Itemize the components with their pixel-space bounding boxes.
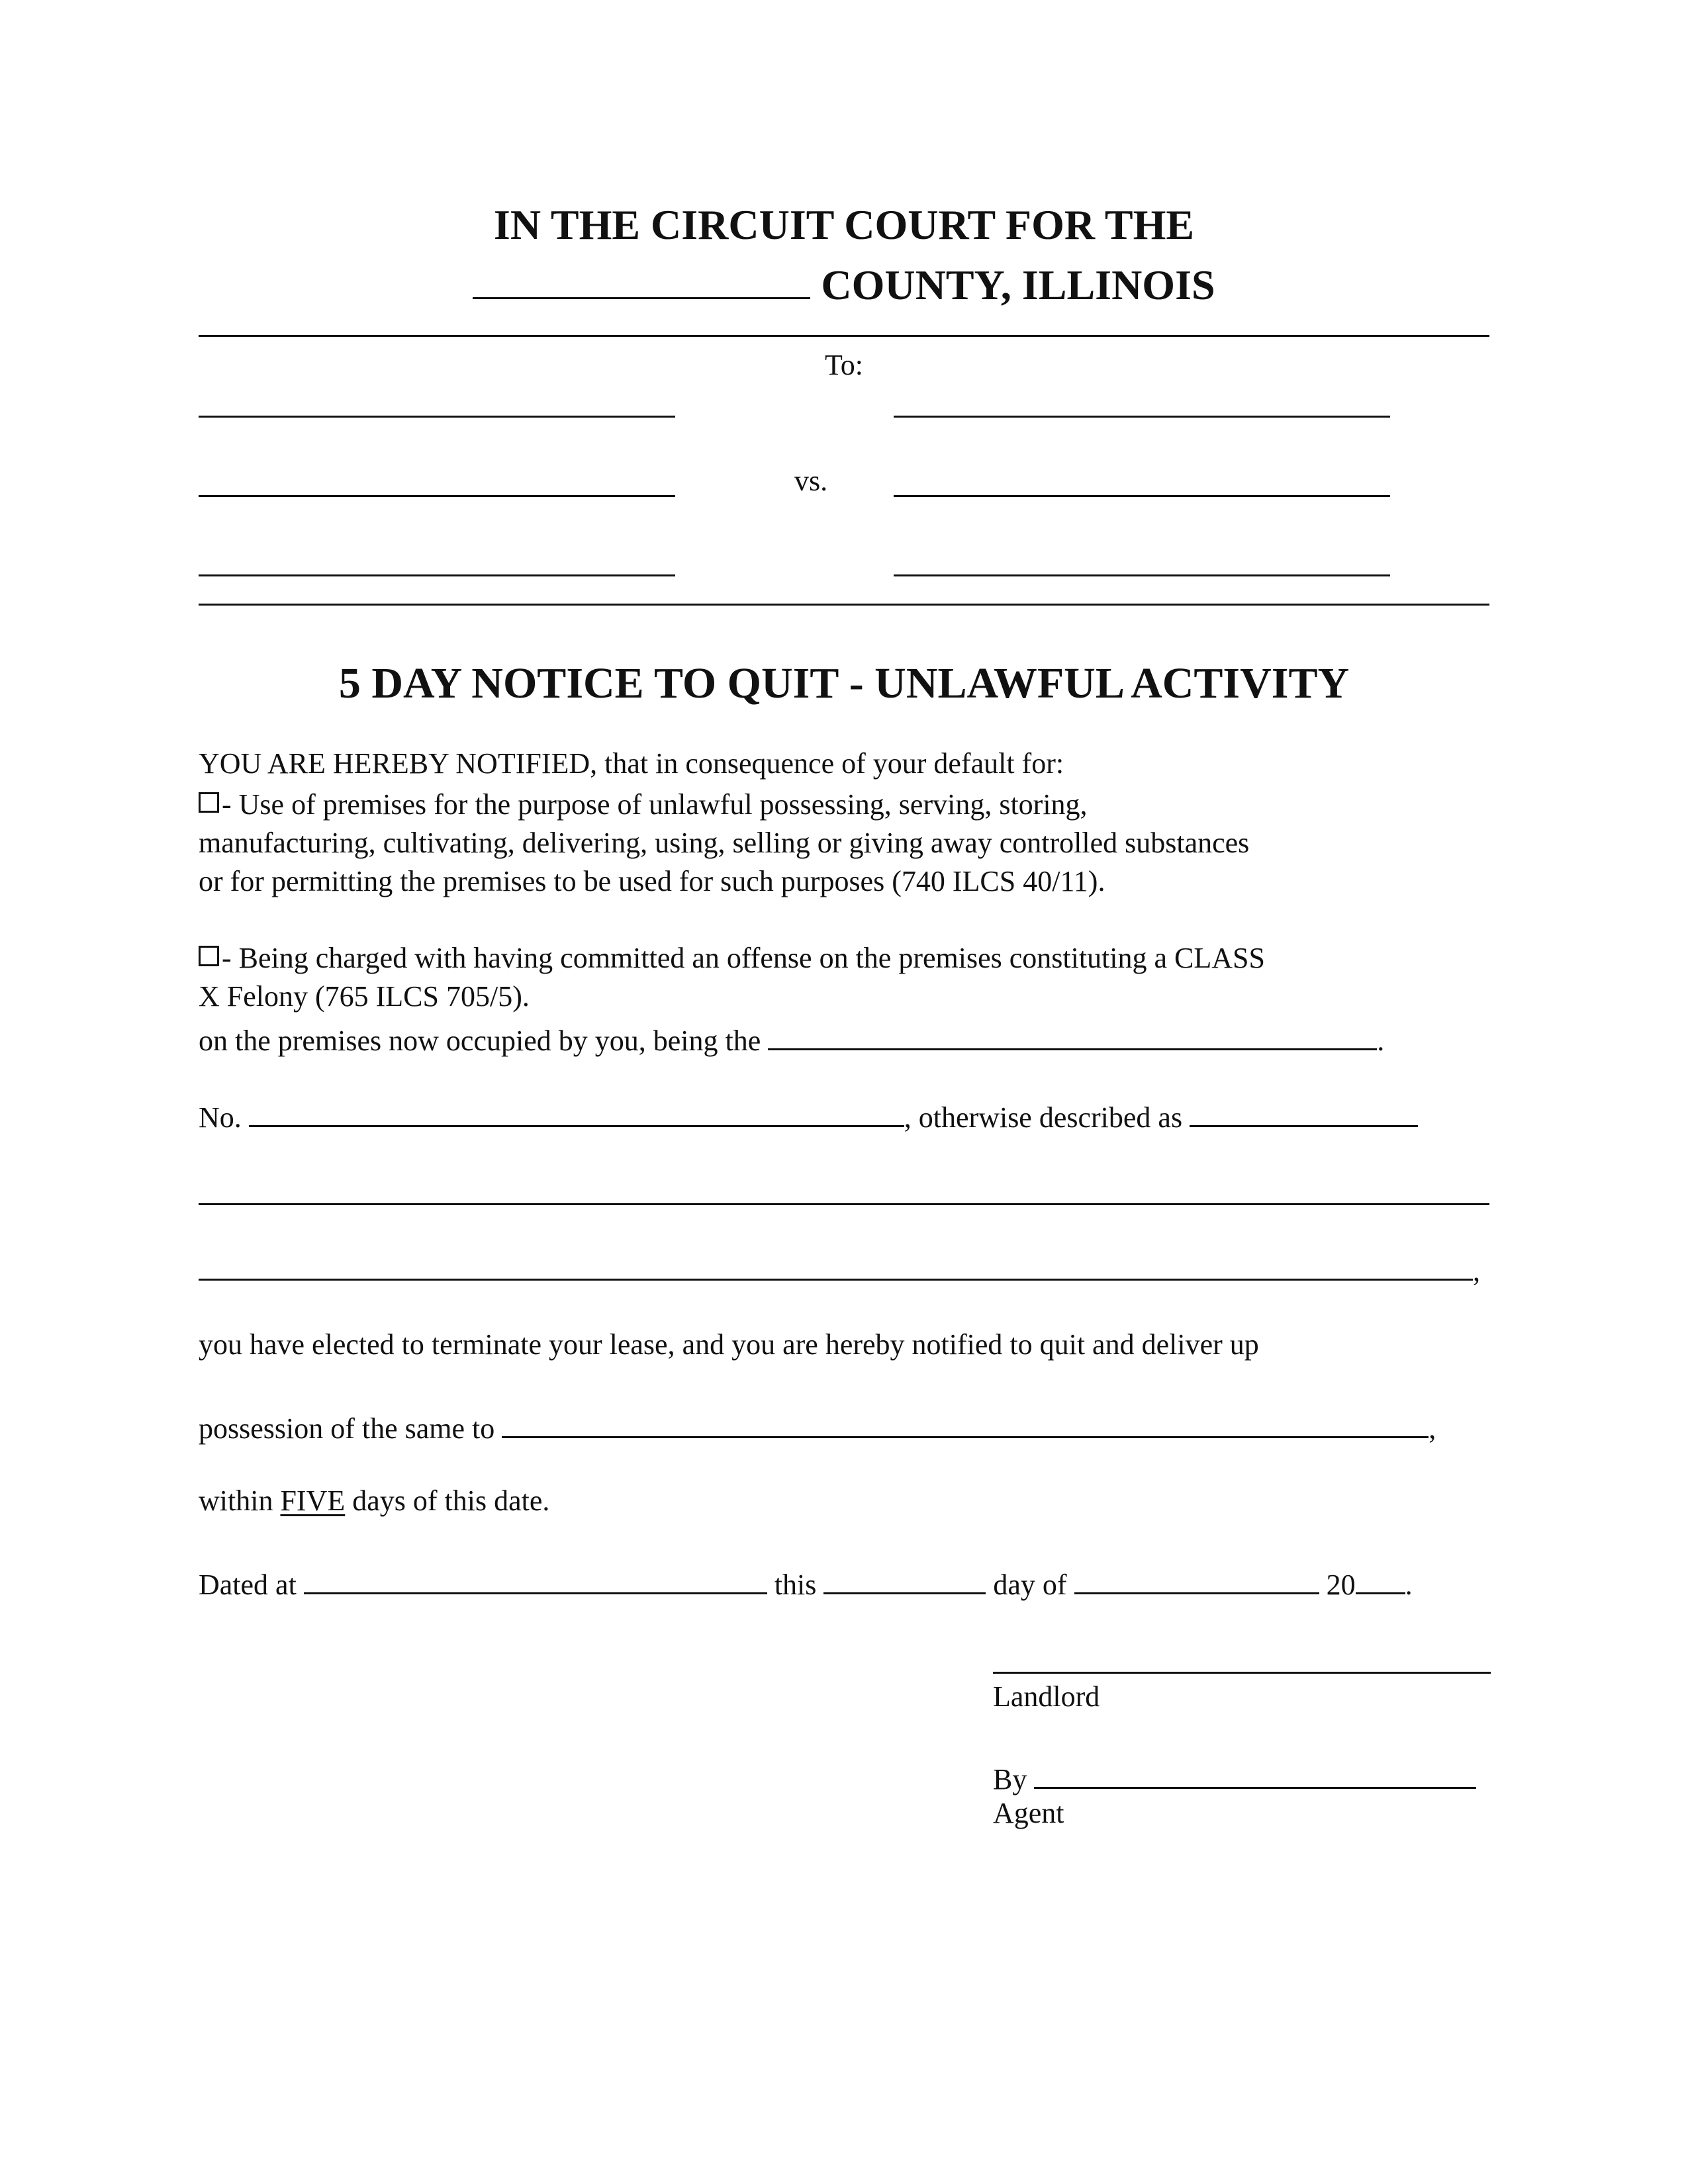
landlord-signature-blank[interactable] xyxy=(993,1643,1491,1676)
defendant-name-blank-3[interactable] xyxy=(894,548,1390,579)
dated-line xyxy=(199,1565,1413,1600)
notice-intro: YOU ARE HEREBY NOTIFIED, that in consequence of your default for: xyxy=(199,747,1064,780)
landlord-label: Landlord xyxy=(993,1680,1100,1713)
court-heading: IN THE CIRCUIT COURT FOR THE xyxy=(493,201,1195,248)
class-x-felony-checkbox[interactable] xyxy=(199,946,219,966)
option-unlawful-substances-line-1 xyxy=(199,790,1088,819)
dated-at-label: Dated at xyxy=(199,1568,297,1601)
within-line xyxy=(199,1486,549,1516)
description-blank-3[interactable] xyxy=(199,1251,1473,1281)
plaintiff-name-blank-1[interactable] xyxy=(199,389,675,420)
month-blank[interactable] xyxy=(1074,1565,1319,1594)
this-label: this xyxy=(774,1568,817,1601)
option-unlawful-substances-text: - Use of premises for the purpose of unlawful possessing, serving, storing, xyxy=(222,788,1088,821)
premises-end: . xyxy=(1377,1024,1385,1057)
county-heading-label: COUNTY, ILLINOIS xyxy=(821,261,1215,308)
premises-line xyxy=(199,1021,1384,1056)
agent-signature-line xyxy=(993,1759,1476,1794)
to-label: To: xyxy=(824,349,864,381)
premises-blank[interactable] xyxy=(768,1021,1377,1050)
year-prefix: 20 xyxy=(1326,1568,1356,1601)
bottom-divider xyxy=(199,604,1489,606)
plaintiff-name-blank-2[interactable] xyxy=(199,469,675,500)
within-label: within xyxy=(199,1484,273,1517)
premises-label: on the premises now occupied by you, being the xyxy=(199,1024,761,1057)
dated-end: . xyxy=(1405,1568,1413,1601)
defendant-name-blank-1[interactable] xyxy=(894,389,1390,420)
vs-label: vs. xyxy=(794,465,828,497)
possession-label: possession of the same to xyxy=(199,1412,495,1445)
number-blank[interactable] xyxy=(249,1097,904,1127)
number-line xyxy=(199,1097,1418,1132)
option-unlawful-substances-line-2: manufacturing, cultivating, delivering, using, selling or giving away controlled substances xyxy=(199,827,1250,859)
possession-blank[interactable] xyxy=(502,1408,1429,1438)
notice-title: 5 DAY NOTICE TO QUIT - UNLAWFUL ACTIVITY xyxy=(338,659,1350,707)
by-label: By xyxy=(993,1762,1027,1796)
description-blank-1[interactable] xyxy=(1190,1097,1418,1127)
possession-end: , xyxy=(1429,1412,1436,1445)
day-blank[interactable] xyxy=(823,1565,986,1594)
county-name-blank[interactable] xyxy=(473,257,810,299)
days-label: days of this date. xyxy=(352,1484,550,1517)
defendant-name-blank-2[interactable] xyxy=(894,469,1390,500)
unlawful-substances-checkbox[interactable] xyxy=(199,792,219,813)
description-blank-2[interactable] xyxy=(199,1174,1489,1208)
plaintiff-name-blank-3[interactable] xyxy=(199,548,675,579)
option-unlawful-substances-line-3: or for permitting the premises to be used for such purposes (740 ILCS 40/11). xyxy=(199,865,1105,897)
possession-line xyxy=(199,1408,1436,1443)
option-class-x-felony-text: - Being charged with having committed an offense on the premises constituting a CLASS xyxy=(222,942,1265,974)
agent-label: Agent xyxy=(993,1797,1064,1829)
day-of-label: day of xyxy=(993,1568,1067,1601)
dated-at-blank[interactable] xyxy=(304,1565,767,1594)
number-label: No. xyxy=(199,1101,242,1134)
top-divider xyxy=(199,335,1489,337)
option-class-x-felony-line-2: X Felony (765 ILCS 705/5). xyxy=(199,980,530,1013)
description-line-3 xyxy=(199,1251,1480,1286)
option-class-x-felony-line-1 xyxy=(199,944,1265,973)
description-end: , xyxy=(1473,1254,1480,1287)
elected-line: you have elected to terminate your lease, and you are hereby notified to quit and deliver up xyxy=(199,1328,1259,1361)
described-label: , otherwise described as xyxy=(904,1101,1183,1134)
county-heading xyxy=(0,257,1688,306)
five-days-emphasis: FIVE xyxy=(280,1484,346,1517)
year-blank[interactable] xyxy=(1356,1565,1405,1594)
agent-signature-blank[interactable] xyxy=(1034,1759,1476,1789)
